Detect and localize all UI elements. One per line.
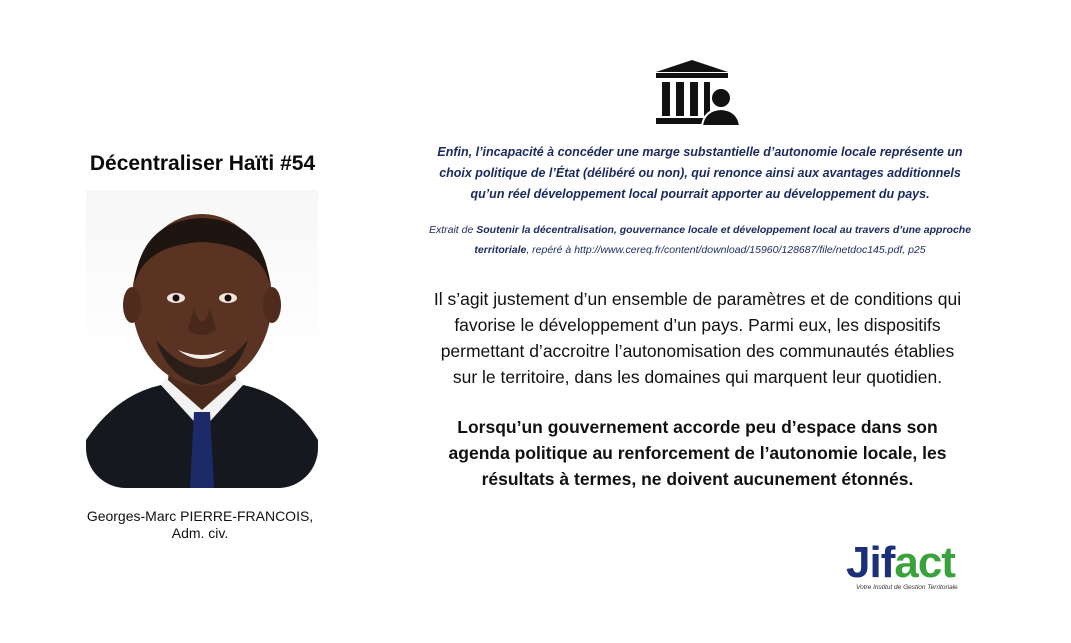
institution-person-icon — [654, 58, 740, 128]
source-title-cont: territoriale — [474, 244, 527, 256]
paragraph-line: favorise le développement d’un pays. Parmi eux, les dispositifs — [454, 315, 941, 335]
quote-line: Enfin, l’incapacité à concéder une marge substantielle d’autonomie locale représente un — [437, 145, 963, 159]
source-title: Soutenir la décentralisation, gouvernance locale et développement local au travers d’une approche — [476, 224, 972, 236]
paragraph-line: résultats à termes, ne doivent aucunement étonnés. — [481, 469, 914, 489]
quote-block — [405, 142, 995, 205]
body-paragraph-2 — [395, 414, 1000, 492]
author-caption — [50, 508, 350, 542]
source-suffix: , repéré à http://www.cereq.fr/content/download/15960/128687/file/netdoc145.pdf, p25 — [526, 244, 926, 256]
quote-line: qu’un réel développement local pourrait apporter au développement du pays. — [470, 187, 930, 201]
paragraph-line: Lorsqu’un gouvernement accorde peu d’espace dans son — [457, 417, 938, 437]
quote-source — [405, 220, 995, 260]
page-title: Décentraliser Haïti #54 — [89, 152, 316, 175]
author-role: Adm. civ. — [171, 525, 229, 541]
jifact-logo — [846, 538, 996, 598]
source-prefix: Extrait de — [428, 224, 477, 236]
paragraph-line: Il s’agit justement d’un ensemble de paramètres et de conditions qui — [433, 289, 962, 309]
logo-word-part2: act — [894, 538, 955, 587]
author-name: Georges-Marc PIERRE-FRANCOIS, — [86, 508, 314, 524]
portrait-image — [86, 190, 318, 488]
logo-tagline: Votre Institut de Gestion Territoriale — [856, 584, 958, 591]
paragraph-line: agenda politique au renforcement de l’autonomie locale, les — [448, 443, 947, 463]
paragraph-line: permettant d’accroitre l’autonomisation des communautés établies — [440, 341, 955, 361]
author-photo — [86, 190, 318, 488]
body-paragraph-1 — [395, 286, 1000, 390]
paragraph-line: sur le territoire, dans les domaines qui marquent leur quotidien. — [452, 367, 943, 387]
quote-line: choix politique de l’État (délibéré ou non), qui renonce ainsi aux avantages additionnels — [439, 166, 961, 180]
logo-wordmark — [846, 538, 955, 588]
logo-word-part1: Jif — [846, 538, 895, 587]
